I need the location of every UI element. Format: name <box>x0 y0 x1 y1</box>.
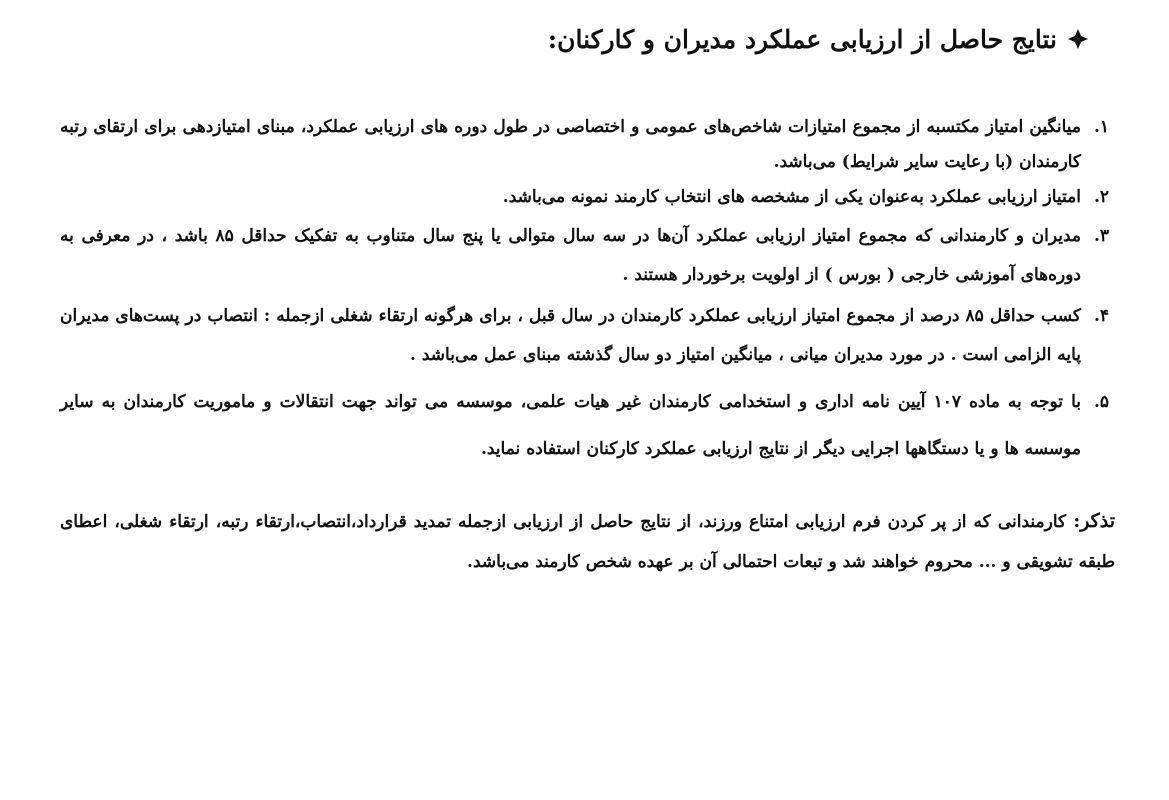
note-paragraph <box>60 501 1115 582</box>
list-item <box>60 110 1115 180</box>
results-list <box>60 110 1115 473</box>
note-label: تذکر: <box>1073 510 1115 532</box>
list-item-number: ۵. <box>1093 392 1109 412</box>
list-item-text: با توجه به ماده ۱۰۷ آیین نامه اداری و استخدامی کارمندان غیر هیات علمی، موسسه می تواند جهت انتقالات و ماموریت کارمندان به سایر موسسه ها و یا دستگاهها اجرایی دیگر از نتایج ارزیابی عملکرد کارکنان استفاده نماید. <box>60 392 1081 459</box>
section-heading-text: نتایج حاصل از ارزیابی عملکرد مدیران و کارکنان: <box>547 24 1057 54</box>
list-item-text: میانگین امتیاز مکتسبه از مجموع امتیازات شاخص‌های عمومی و اختصاصی در طول دوره های ارزیابی عملکرد، مبنای امتیازدهی برای ارتقای رتبه کارمندان (با رعایت سایر شرایط) می‌باشد. <box>60 117 1081 172</box>
note-text: کارمندانی که از پر کردن فرم ارزیابی امتناع ورزند، از نتایج حاصل از ارزیابی ازجمله تمدید قرارداد،انتصاب،ارتقاء رتبه، ارتقاء شغلی، اعطای طبقه تشویقی و ... محروم خواهند شد و تبعات احتمالی آن بر عهده شخص کارمند می‌باشد. <box>60 512 1115 572</box>
list-item-text: کسب حداقل ۸۵ درصد از مجموع امتیاز ارزیابی عملکرد کارمندان در سال قبل ، برای هرگونه ارتقاء شغلی ازجمله : انتصاب در پست‌های مدیران پایه الزامی است . در مورد مدیران میانی ، میانگین امتیاز دو سال گذشته مبنای عمل می‌باشد . <box>60 306 1082 365</box>
list-item-number: ۱. <box>1093 117 1109 137</box>
list-item <box>60 217 1115 295</box>
list-item-number: ۳. <box>1093 226 1109 246</box>
list-item-text: امتیاز ارزیابی عملکرد به‌عنوان یکی از مشخصه های انتخاب کارمند نمونه می‌باشد. <box>502 187 1081 207</box>
list-item <box>60 379 1115 473</box>
list-item <box>60 180 1115 215</box>
diamond-dots-bullet-icon <box>1067 28 1089 50</box>
list-item-number: ۲. <box>1093 187 1109 207</box>
list-item-text: مدیران و کارمندانی که مجموع امتیاز ارزیابی عملکرد آن‌ها در سه سال متوالی یا پنج سال متناوب به تفکیک حداقل ۸۵ باشد ، در معرفی به دوره‌های آموزشی خارجی ( بورس ) از اولویت برخوردار هستند . <box>60 226 1081 285</box>
section-heading <box>60 14 1089 64</box>
list-item <box>60 297 1115 375</box>
list-item-number: ۴. <box>1093 306 1109 326</box>
